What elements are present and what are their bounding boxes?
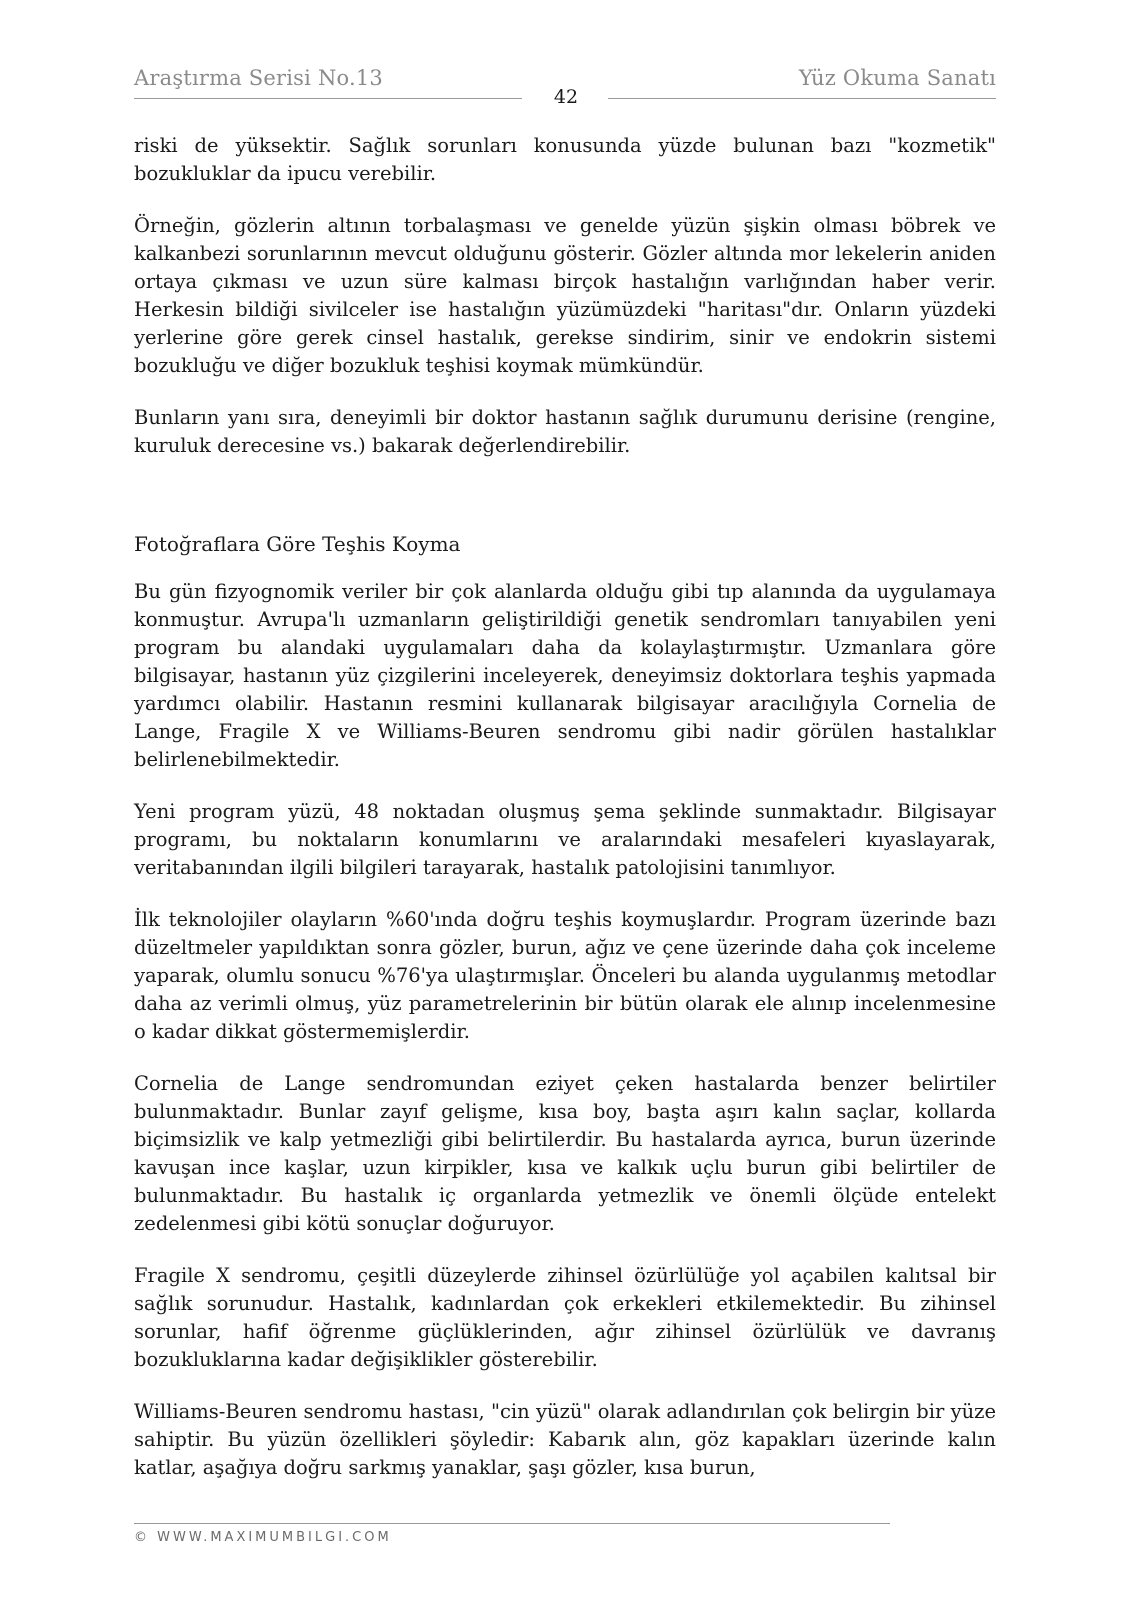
page-body: [134, 132, 996, 1506]
book-title: Yüz Okuma Sanatı: [798, 66, 996, 90]
header-rule-right: [608, 98, 996, 99]
footer-website: © WWW.MAXIMUMBILGI.COM: [134, 1530, 392, 1545]
paragraph: İlk teknolojiler olayların %60'ında doğru teşhis koymuşlardır. Program üzerinde bazı düzeltmeler yapıldıktan sonra gözler, burun, ağız ve çene üzerinde daha çok inceleme yaparak, olumlu sonucu %76'ya ulaştırmışlar. Önceleri bu alanda uygulanmış metodlar daha az verimli olmuş, yüz parametrelerinin bir bütün olarak ele alınıp incelenmesine o kadar dikkat göstermemişlerdir.: [134, 908, 996, 1043]
paragraph: Williams-Beuren sendromu hastası, "cin yüzü" olarak adlandırılan çok belirgin bir yüze sahiptir. Bu yüzün özellikleri şöyledir: Kabarık alın, göz kapakları üzerinde kalın katlar, aşağıya doğru sarkmış yanaklar, şaşı gözler, kısa burun,: [134, 1400, 996, 1479]
paragraph: Bunların yanı sıra, deneyimli bir doktor hastanın sağlık durumunu derisine (rengine, kuruluk derecesine vs.) bakarak değerlendirebilir.: [134, 406, 996, 457]
paragraph: Fragile X sendromu, çeşitli düzeylerde zihinsel özürlülüğe yol açabilen kalıtsal bir sağlık sorunudur. Hastalık, kadınlardan çok erkekleri etkilemektedir. Bu zihinsel sorunlar, hafif öğrenme güçlüklerinden, ağır zihinsel özürlülük ve davranış bozukluklarına kadar değişiklikler gösterebilir.: [134, 1264, 996, 1371]
paragraph: Yeni program yüzü, 48 noktadan oluşmuş şema şeklinde sunmaktadır. Bilgisayar programı, bu noktaların konumlarını ve aralarındaki mesafeleri kıyaslayarak, veritabanından ilgili bilgileri tarayarak, hastalık patolojisini tanımlıyor.: [134, 800, 996, 879]
paragraph: Bu gün fizyognomik veriler bir çok alanlarda olduğu gibi tıp alanında da uygulamaya konmuştur. Avrupa'lı uzmanların geliştirildiği genetik sendromları tanıyabilen yeni program bu alandaki uygulamaları daha da kolaylaştırmıştır. Uzmanlara göre bilgisayar, hastanın yüz çizgilerini inceleyerek, deneyimsiz doktorlara teşhis yapmada yardımcı olabilir. Hastanın resmini kullanarak bilgisayar aracılığıyla Cornelia de Lange, Fragile X ve Williams-Beuren sendromu gibi nadir görülen hastalıklar belirlenebilmektedir.: [134, 580, 996, 771]
page-header: [134, 66, 996, 114]
series-title: Araştırma Serisi No.13: [134, 66, 383, 90]
footer-rule: [134, 1523, 890, 1524]
paragraph: Cornelia de Lange sendromundan eziyet çeken hastalarda benzer belirtiler bulunmaktadır. Bunlar zayıf gelişme, kısa boy, başta aşırı kalın saçlar, kollarda biçimsizlik ve kalp yetmezliği gibi belirtilerdir. Bu hastalarda ayrıca, burun üzerinde kavuşan ince kaşlar, uzun kirpikler, kısa ve kalkık uçlu burun gibi belirtiler de bulunmaktadır. Bu hastalık iç organlarda yetmezlik ve önemli ölçüde entelekt zedelenmesi gibi kötü sonuçlar doğuruyor.: [134, 1072, 996, 1235]
page-number: 42: [553, 86, 579, 108]
paragraph: Örneğin, gözlerin altının torbalaşması ve genelde yüzün şişkin olması böbrek ve kalkanbezi sorunlarının mevcut olduğunu gösterir. Gözler altında mor lekelerin aniden ortaya çıkması ve uzun süre kalması birçok hastalığın varlığından haber verir. Herkesin bildiği sivilceler ise hastalığın yüzümüzdeki "haritası"dır. Onların yüzdeki yerlerine göre gerek cinsel hastalık, gerekse sindirim, sinir ve endokrin sistemi bozukluğu ve diğer bozukluk teşhisi koymak mümkündür.: [134, 214, 996, 377]
paragraph: riski de yüksektir. Sağlık sorunları konusunda yüzde bulunan bazı "kozmetik" bozukluklar da ipucu verebilir.: [134, 134, 996, 185]
header-rule-left: [134, 98, 522, 99]
section-heading: Fotoğraflara Göre Teşhis Koyma: [134, 532, 461, 556]
